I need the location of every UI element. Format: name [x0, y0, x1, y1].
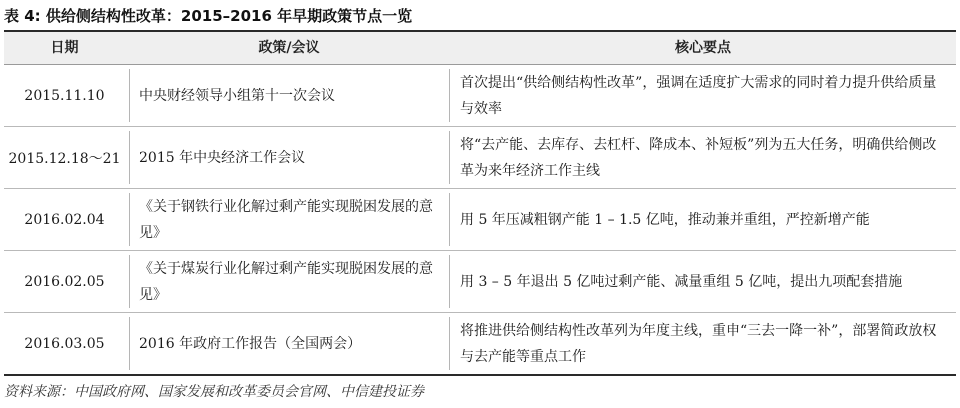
- row-policy: 2015 年中央经济工作会议: [139, 149, 306, 166]
- row-points: 将推进供给侧结构性改革列为年度主线，重申“三去一降一补”，部署简政放权与去产能等重点工作: [460, 322, 937, 365]
- row-points: 用 5 年压减粗钢产能 1 – 1.5 亿吨，推动兼并重组，严控新增产能: [460, 211, 870, 228]
- row-date: 2016.02.04: [24, 211, 105, 228]
- header-date: 日期: [50, 40, 79, 56]
- row-points: 将“去产能、去库存、去杠杆、降成本、补短板”列为五大任务，明确供给侧改革为来年经济工作主线: [460, 136, 937, 179]
- row-policy: 2016 年政府工作报告（全国两会）: [139, 335, 362, 352]
- column-divider: [449, 131, 450, 184]
- table-row: [4, 127, 956, 188]
- header-policy: 政策/会议: [258, 40, 320, 56]
- table-row: [4, 313, 956, 374]
- row-policy: 《关于钢铁行业化解过剩产能实现脱困发展的意见》: [139, 198, 433, 241]
- column-divider: [449, 193, 450, 246]
- row-date: 2015.12.18～21: [8, 150, 121, 167]
- column-divider: [129, 317, 130, 370]
- table-row: [4, 65, 956, 126]
- row-date: 2016.03.05: [24, 335, 105, 352]
- table-row: [4, 189, 956, 250]
- column-divider: [449, 255, 450, 308]
- column-divider: [129, 255, 130, 308]
- table-header: [4, 32, 956, 64]
- column-divider: [129, 69, 130, 122]
- source-note: 资料来源：中国政府网、国家发展和改革委员会官网、中信建投证券: [4, 384, 424, 400]
- row-policy: 《关于煤炭行业化解过剩产能实现脱困发展的意见》: [139, 260, 433, 303]
- row-points: 用 3 – 5 年退出 5 亿吨过剩产能、减量重组 5 亿吨，提出九项配套措施: [460, 273, 903, 290]
- row-date: 2015.11.10: [24, 87, 105, 104]
- table-row: [4, 251, 956, 312]
- table-title: 表 4: 供给侧结构性改革：2015–2016 年早期政策节点一览: [4, 7, 413, 25]
- row-points: 首次提出“供给侧结构性改革”，强调在适度扩大需求的同时着力提升供给质量与效率: [460, 74, 937, 117]
- header-points: 核心要点: [675, 40, 731, 56]
- bottom-rule: [4, 374, 956, 376]
- row-policy: 中央财经领导小组第十一次会议: [139, 87, 335, 104]
- column-divider: [129, 131, 130, 184]
- row-date: 2016.02.05: [24, 273, 105, 290]
- column-divider: [449, 69, 450, 122]
- column-divider: [129, 193, 130, 246]
- column-divider: [449, 317, 450, 370]
